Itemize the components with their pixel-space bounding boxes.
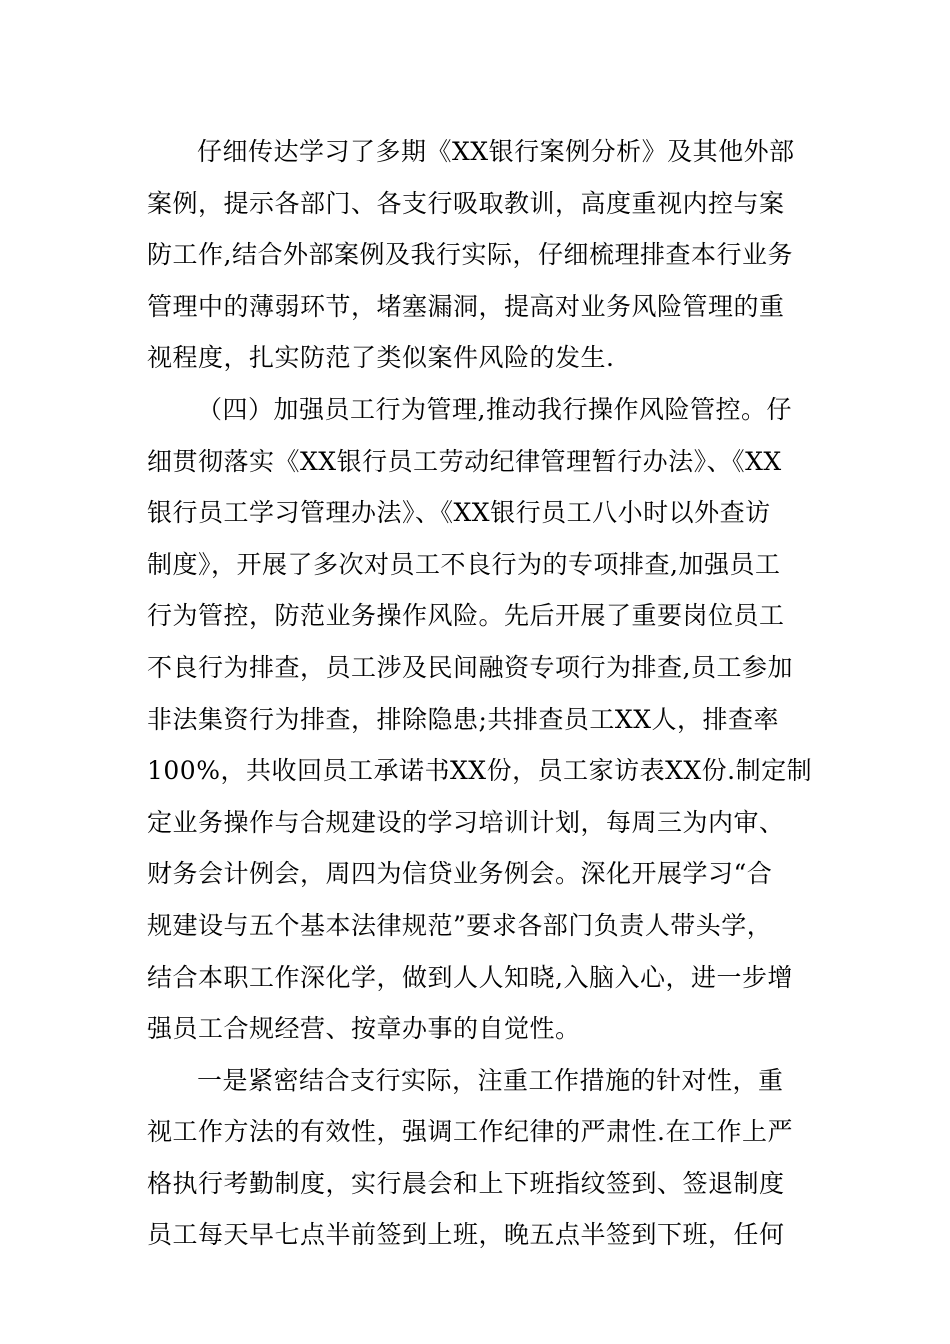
paragraph-line: 制度》，开展了多次对员工不良行为的专项排查,加强员工 [147, 549, 781, 579]
paragraph-line: 案例，提示各部门、各支行吸取教训，高度重视内控与案 [147, 188, 785, 218]
paragraph-line: 银行员工学习管理办法》、《XX银行员工八小时以外查访 [147, 498, 771, 528]
paragraph-line: 管理中的薄弱环节，堵塞漏洞，提高对业务风险管理的重 [147, 291, 785, 321]
paragraph-1 [147, 126, 807, 384]
paragraph-line: 防工作,结合外部案例及我行实际，仔细梳理排查本行业务 [147, 240, 793, 270]
paragraph-line: 行为管控，防范业务操作风险。先后开展了重要岗位员工 [147, 601, 785, 631]
paragraph-line: 定业务操作与合规建设的学习培训计划，每周三为内审、 [147, 807, 785, 837]
paragraph-2 [147, 384, 813, 1055]
paragraph-line: 视工作方法的有效性，强调工作纪律的严肃性.在工作上严 [147, 1117, 793, 1147]
paragraph-line: 格执行考勤制度，实行晨会和上下班指纹签到、签退制度 [147, 1168, 785, 1198]
paragraph-line: 结合本职工作深化学，做到人人知晓,入脑入心，进一步增 [147, 962, 793, 992]
paragraph-line: 一是紧密结合支行实际，注重工作措施的针对性，重 [197, 1065, 784, 1095]
paragraph-line: 规建设与五个基本法律规范”要求各部门负责人带头学， [147, 910, 773, 940]
paragraph-line: 员工每天早七点半前签到上班，晚五点半签到下班，任何 [147, 1220, 785, 1250]
document-body [147, 126, 813, 1261]
paragraph-line: 非法集资行为排查，排除隐患;共排查员工XX人，排查率 [147, 704, 780, 734]
paragraph-line: 仔细传达学习了多期《XX银行案例分析》及其他外部 [197, 137, 795, 166]
paragraph-line: 视程度，扎实防范了类似案件风险的发生. [147, 343, 615, 373]
paragraph-line: （四）加强员工行为管理,推动我行操作风险管控。仔 [197, 394, 792, 424]
paragraph-line: 强员工合规经营、按章办事的自觉性。 [147, 1014, 581, 1044]
paragraph-3 [147, 1055, 807, 1261]
paragraph-line: 细贯彻落实《XX银行员工劳动纪律管理暂行办法》、《XX [147, 446, 782, 476]
paragraph-line: 不良行为排查，员工涉及民间融资专项行为排查,员工参加 [147, 652, 793, 682]
paragraph-line: 100%，共收回员工承诺书XX份，员工家访表XX份.制定制 [147, 756, 813, 786]
paragraph-line: 财务会计例会，周四为信贷业务例会。深化开展学习“合 [147, 859, 773, 889]
